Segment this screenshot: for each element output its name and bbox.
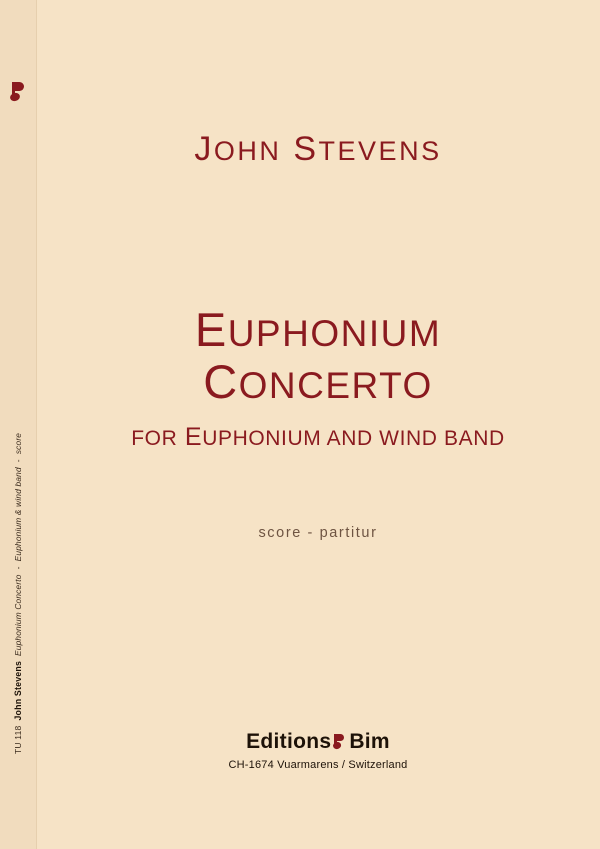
spine-part: score <box>13 432 23 455</box>
publisher-name-bim: Bim <box>349 730 390 753</box>
title-line-1: EUPHONIUM <box>194 303 442 356</box>
spine-work: Euphonium Concerto <box>13 574 23 656</box>
work-subtitle: FOR EUPHONIUM AND WIND BAND <box>131 423 505 451</box>
publisher-name <box>246 730 390 754</box>
composer-name: JOHN STEVENS <box>194 130 442 168</box>
spine-text: TU 118John StevensEuphonium Concerto-Euphonium & wind band-score <box>13 432 23 754</box>
cover-content <box>36 0 600 849</box>
title-line-2: CONCERTO <box>203 354 433 408</box>
work-title <box>36 305 600 408</box>
score-type-label: score - partitur <box>258 525 378 541</box>
eighth-note-icon <box>333 733 347 751</box>
spine-catalog-number: TU 118 <box>13 725 23 754</box>
publisher-name-editions: Editions <box>246 730 332 753</box>
publisher-address: CH-1674 Vuarmarens / Switzerland <box>228 759 408 771</box>
spine-composer: John Stevens <box>13 660 23 721</box>
publisher-block <box>36 730 600 771</box>
spine-strip <box>0 0 37 849</box>
spine-instrumentation: Euphonium & wind band <box>13 467 23 562</box>
